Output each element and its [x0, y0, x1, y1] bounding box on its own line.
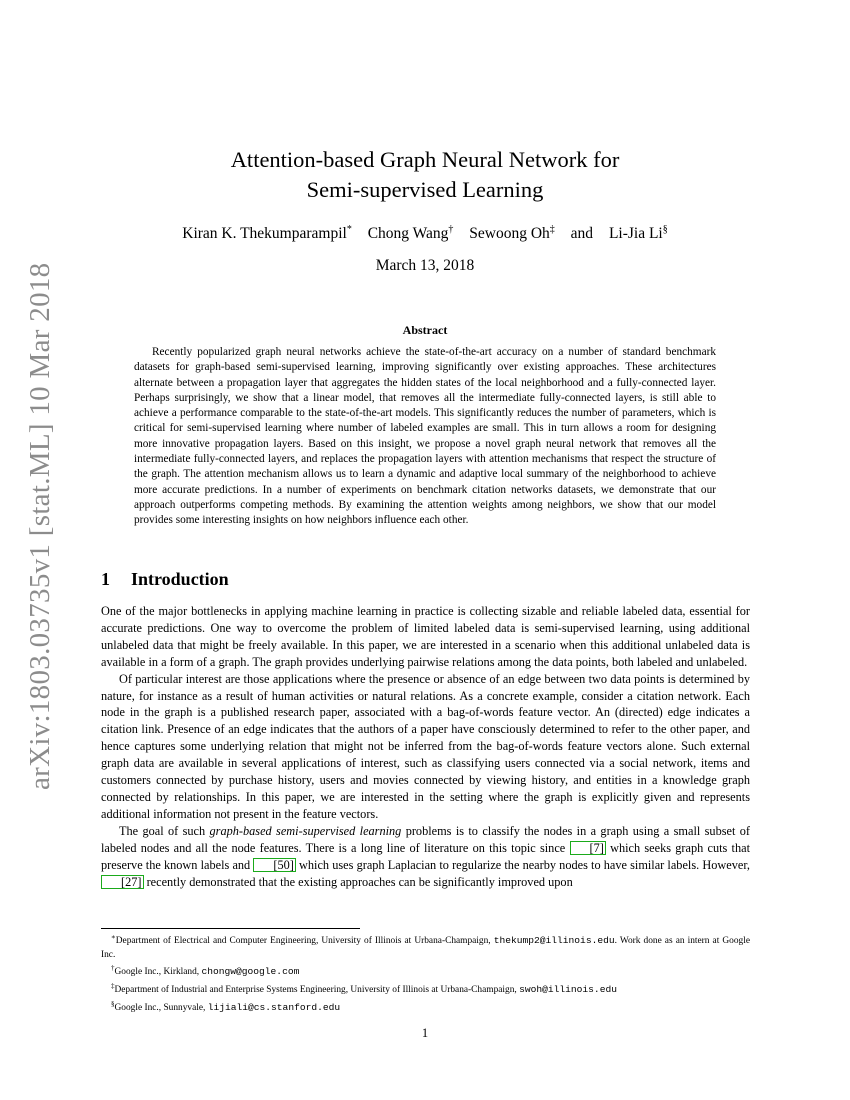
paper-title	[0, 145, 850, 205]
section-number: 1	[101, 569, 110, 589]
email-link[interactable]: chongw@google.com	[201, 966, 300, 978]
section-title: Introduction	[131, 569, 229, 589]
author-footnote-mark: §	[662, 224, 668, 235]
author-name: Chong Wang	[367, 225, 449, 243]
arxiv-identifier-stamp: arXiv:1803.03735v1 [stat.ML] 10 Mar 2018	[24, 262, 56, 790]
publication-date: March 13, 2018	[375, 257, 475, 274]
author-footnote-mark: ‡	[549, 224, 555, 235]
abstract-heading: Abstract	[402, 323, 448, 337]
footnote: §Google Inc., Sunnyvale, lijiali@cs.stanford.edu	[111, 999, 341, 1013]
author-name: Sewoong Oh	[469, 225, 550, 243]
footnote-divider	[101, 928, 360, 929]
citation-link[interactable]: [7]	[570, 841, 606, 855]
footnotes	[101, 931, 750, 1015]
author-footnote-mark: †	[448, 224, 454, 235]
introduction-body	[101, 603, 750, 890]
author-name: Kiran K. Thekumparampil	[182, 225, 347, 243]
paragraph: The goal of such graph-based semi-supervised learning problems is to classify the nodes in a graph using a small subset of labeled nodes and all the node features. There is a long line of literature on this topic since [7] which seeks graph cuts that preserve the known labels and [50] which uses graph Laplacian to regularize the nearby nodes to have similar labels. However, [27] recently demonstrated that the existing approaches can be significantly improved upon	[101, 823, 750, 889]
citation-link[interactable]: [27]	[101, 875, 144, 889]
author-footnote-mark: *	[346, 224, 352, 235]
footnote: ∗Department of Electrical and Computer Engineering, University of Illinois at Urbana-Champaign, thekump2@illinois.edu. Work done as an intern at Google Inc.	[101, 933, 750, 960]
emphasized-term: graph-based semi-supervised learning	[209, 823, 402, 838]
author-list	[0, 224, 850, 243]
abstract-text: Recently popularized graph neural networks achieve the state-of-the-art accuracy on a number of standard benchmark datasets for graph-based semi-supervised learning, improving significantly over existing approaches. These architectures alternate between a propagation layer that aggregates the hidden states of the local neighborhood and a fully-connected layer. Perhaps surprisingly, we show that a linear model, that removes all the intermediate fully-connected layers, is still able to achieve a performance comparable to the state-of-the-art models. This significantly reduces the number of parameters, which is critical for semi-supervised learning where number of labeled examples are small. This in turn allows a room for designing more innovative propagation layers. Based on this insight, we propose a novel graph neural network that removes all the intermediate fully-connected layers, and replaces the propagation layers with attention mechanisms that respect the structure of the graph. The attention mechanism allows us to learn a dynamic and adaptive local summary of the neighborhood to achieve more accurate predictions. In a number of experiments on benchmark citation networks datasets, we demonstrate that our approach outperforms competing methods. By examining the attention weights among neighbors, we show that our model provides some interesting insights on how neighbors influence each other.	[134, 346, 716, 527]
page-number: 1	[421, 1026, 429, 1040]
email-link[interactable]: thekump2@illinois.edu	[493, 935, 615, 947]
title-line-2: Semi-supervised Learning	[306, 177, 544, 202]
title-line-1: Attention-based Graph Neural Network for	[230, 147, 620, 172]
footnote: †Google Inc., Kirkland, chongw@google.com	[111, 964, 300, 978]
author-conjunction: and	[570, 225, 594, 243]
paragraph: Of particular interest are those applications where the presence or absence of an edge between two data points is determined by nature, for instance as a result of human activities or natural relations. As a concrete example, consider a citation network. Each node in the graph is a published research paper, associated with a bag-of-words feature vector. An (directed) edge indicates a citation link. Presence of an edge indicates that the authors of a paper have consciously determined to refer to the other paper, and hence captures some underlying relation that might not be inferred from the bag-of-words feature vectors alone. Such external graph data are available in several applications of interest, such as classifying users connected via a social network, items and customers connected by purchase history, users and movies connected by viewing history, and entities in a knowledge graph connected by relationships. In this paper, we are interested in the setting where the graph is explicitly given and represents additional information not present in the feature vectors.	[101, 671, 750, 821]
email-link[interactable]: lijiali@cs.stanford.edu	[207, 1001, 341, 1013]
citation-link[interactable]: [50]	[253, 858, 296, 872]
email-link[interactable]: swoh@illinois.edu	[519, 984, 617, 996]
section-heading	[101, 569, 229, 590]
footnote: ‡Department of Industrial and Enterprise Systems Engineering, University of Illinois at Urbana-Champaign, swoh@illinois.edu	[111, 982, 617, 996]
author-name: Li-Jia Li	[608, 225, 663, 243]
paragraph: One of the major bottlenecks in applying machine learning in practice is collecting sizable and reliable labeled data, essential for accurate predictions. One way to overcome the problem of limited labeled data is semi-supervised learning, using additional unlabeled data that might be freely available. In this paper, we are interested in a scenario when this additional unlabeled data is available in a form of a graph. The graph provides underlying pairwise relations among the data points, both labeled and unlabeled.	[101, 604, 750, 669]
